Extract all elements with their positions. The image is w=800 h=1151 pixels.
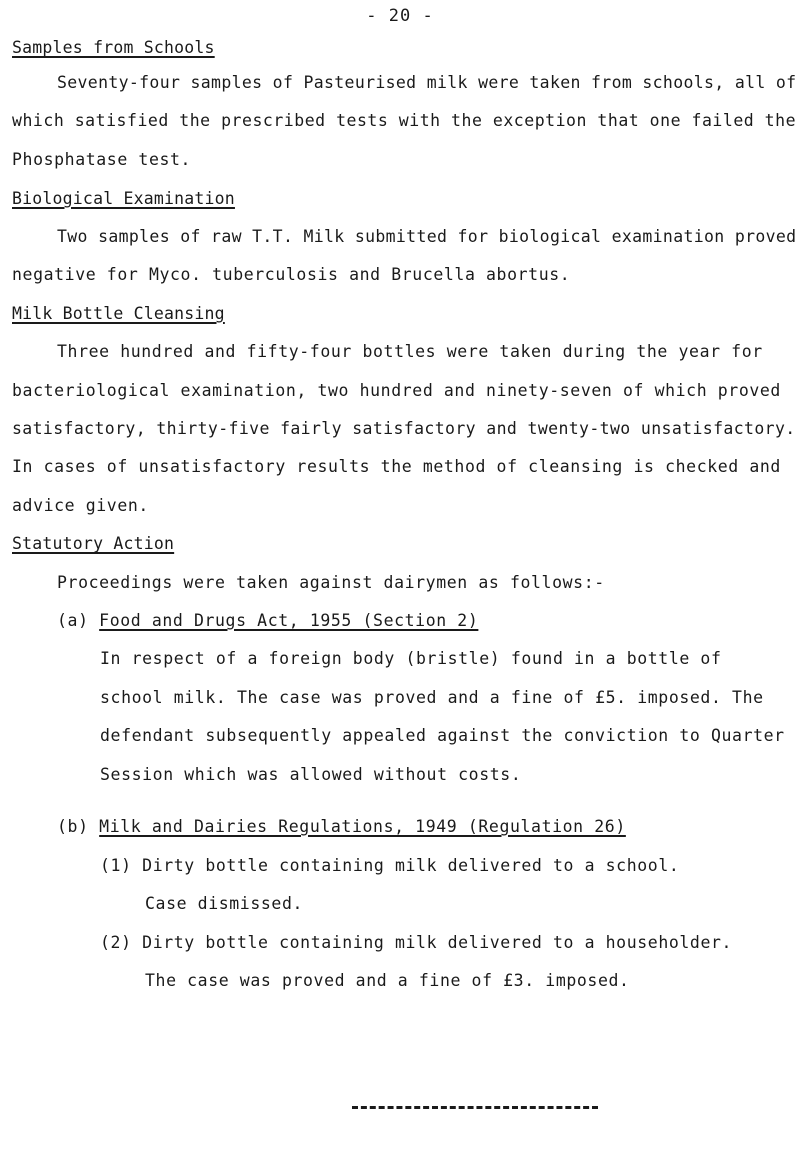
item-b-title: Milk and Dairies Regulations, 1949 (Regulation 26) — [99, 817, 626, 836]
case-2-number: (2) — [100, 933, 132, 952]
item-a-line-3: defendant subsequently appealed against the conviction to Quarter — [100, 726, 785, 745]
case-2-outcome: The case was proved and a fine of £3. imposed. — [145, 971, 630, 990]
item-b-case-2 — [100, 932, 732, 954]
biological-line-2: negative for Myco. tuberculosis and Brucella abortus. — [12, 265, 571, 284]
case-1-text: Dirty bottle containing milk delivered to a school. — [142, 856, 680, 875]
item-a-line-2: school milk. The case was proved and a fine of £5. imposed. The — [100, 688, 764, 707]
case-2-text: Dirty bottle containing milk delivered to a householder. — [142, 933, 733, 952]
schools-line-3: Phosphatase test. — [12, 150, 192, 169]
bottle-line-4: In cases of unsatisfactory results the method of cleansing is checked and — [12, 457, 781, 476]
item-a-heading — [57, 610, 478, 632]
page-number: - 20 - — [366, 6, 434, 26]
item-b-case-1 — [100, 855, 679, 877]
item-a-title: Food and Drugs Act, 1955 (Section 2) — [99, 611, 479, 630]
item-b-label: (b) — [57, 817, 89, 836]
bottle-line-1: Three hundred and fifty-four bottles were taken during the year for — [57, 342, 763, 361]
section-heading-biological: Biological Examination — [12, 189, 235, 208]
schools-line-1: Seventy-four samples of Pasteurised milk were taken from schools, all of — [57, 73, 797, 92]
section-heading-bottle: Milk Bottle Cleansing — [12, 304, 225, 323]
item-b-heading — [57, 816, 626, 838]
section-heading-schools: Samples from Schools — [12, 38, 215, 57]
case-1-number: (1) — [100, 856, 132, 875]
bottle-line-3: satisfactory, thirty-five fairly satisfactory and twenty-two unsatisfactory. — [12, 419, 796, 438]
statutory-intro: Proceedings were taken against dairymen as follows:- — [57, 573, 605, 592]
bottle-line-2: bacteriological examination, two hundred and ninety-seven of which proved — [12, 381, 781, 400]
item-a-label: (a) — [57, 611, 89, 630]
biological-line-1: Two samples of raw T.T. Milk submitted for biological examination proved — [57, 227, 797, 246]
item-a-line-1: In respect of a foreign body (bristle) found in a bottle of — [100, 649, 722, 668]
bottle-line-5: advice given. — [12, 496, 149, 515]
item-a-line-4: Session which was allowed without costs. — [100, 765, 522, 784]
schools-line-2: which satisfied the prescribed tests with the exception that one failed the — [12, 111, 797, 130]
section-heading-statutory: Statutory Action — [12, 534, 175, 553]
case-1-outcome: Case dismissed. — [145, 894, 304, 913]
end-divider — [352, 1106, 598, 1109]
